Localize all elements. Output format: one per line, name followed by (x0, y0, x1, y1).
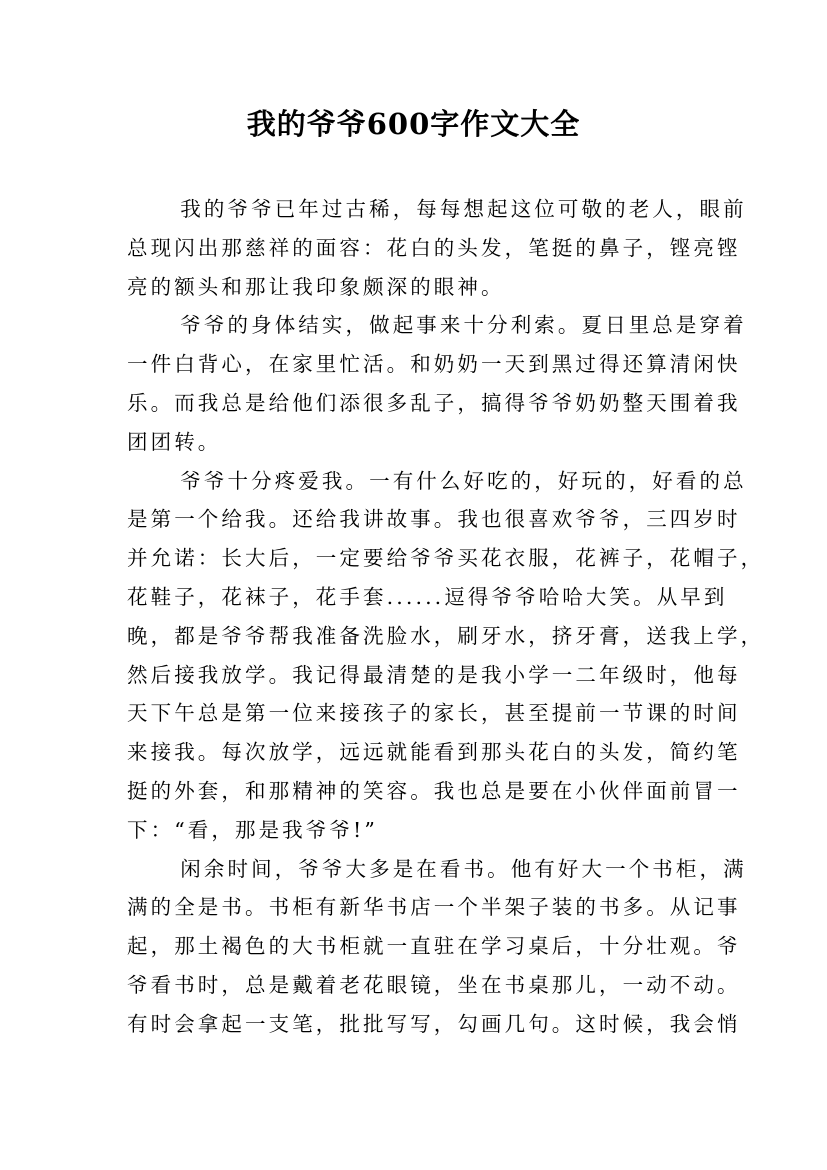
text-line: 团团转。 (127, 429, 222, 454)
text-line: 挺的外套，和那精神的笑容。我也总是要在小伙伴面前冒一 (127, 778, 741, 803)
document-body (127, 190, 765, 1044)
text-line: 来接我。每次放学，远远就能看到那头花白的头发，简约笔 (127, 740, 741, 765)
text-line: 起，那土褐色的大书柜就一直驻在学习桌后，十分壮观。爷 (127, 934, 741, 959)
paragraph-2 (127, 306, 747, 461)
text-line: 满的全是书。书柜有新华书店一个半架子装的书多。从记事 (127, 895, 741, 920)
text-line: 爷爷十分疼爱我。一有什么好吃的，好玩的，好看的总 (180, 468, 747, 493)
text-line: 爷爷的身体结实，做起事来十分利索。夏日里总是穿着 (180, 313, 747, 338)
text-line: 亮的额头和那让我印象颇深的眼神。 (127, 274, 505, 299)
text-line: 有时会拿起一支笔，批批写写，勾画几句。这时候，我会悄 (127, 1011, 741, 1036)
paragraph-3 (127, 462, 765, 850)
document-title: 我的爷爷600字作文大全 (246, 107, 581, 141)
text-line: 天下午总是第一位来接孩子的家长，甚至提前一节课的时间 (127, 701, 741, 726)
text-line: 花鞋子，花袜子，花手套......逗得爷爷哈哈大笑。从早到 (127, 584, 728, 609)
text-line: 闲余时间，爷爷大多是在看书。他有好大一个书柜，满 (180, 856, 747, 881)
text-line: 爷看书时，总是戴着老花眼镜，坐在书桌那儿，一动不动。 (127, 972, 741, 997)
text-line: 总现闪出那慈祥的面容：花白的头发，笔挺的鼻子，铿亮铿 (127, 235, 741, 260)
text-line: 我的爷爷已年过古稀，每每想起这位可敬的老人，眼前 (180, 197, 747, 221)
text-line: 是第一个给我。还给我讲故事。我也很喜欢爷爷，三四岁时 (127, 507, 741, 532)
text-line: 乐。而我总是给他们添很多乱子，搞得爷爷奶奶整天围着我 (127, 390, 741, 415)
text-line: 下：“看，那是我爷爷!” (127, 817, 378, 842)
text-line: 并允诺：长大后，一定要给爷爷买花衣服，花裤子，花帽子， (127, 546, 765, 571)
paragraph-4 (127, 850, 747, 1044)
paragraph-1 (127, 190, 747, 306)
text-line: 一件白背心，在家里忙活。和奶奶一天到黑过得还算清闲快 (127, 352, 741, 377)
text-line: 然后接我放学。我记得最清楚的是我小学一二年级时，他每 (127, 662, 741, 687)
text-line: 晚，都是爷爷帮我准备洗脸水，刷牙水，挤牙膏，送我上学， (127, 623, 765, 648)
